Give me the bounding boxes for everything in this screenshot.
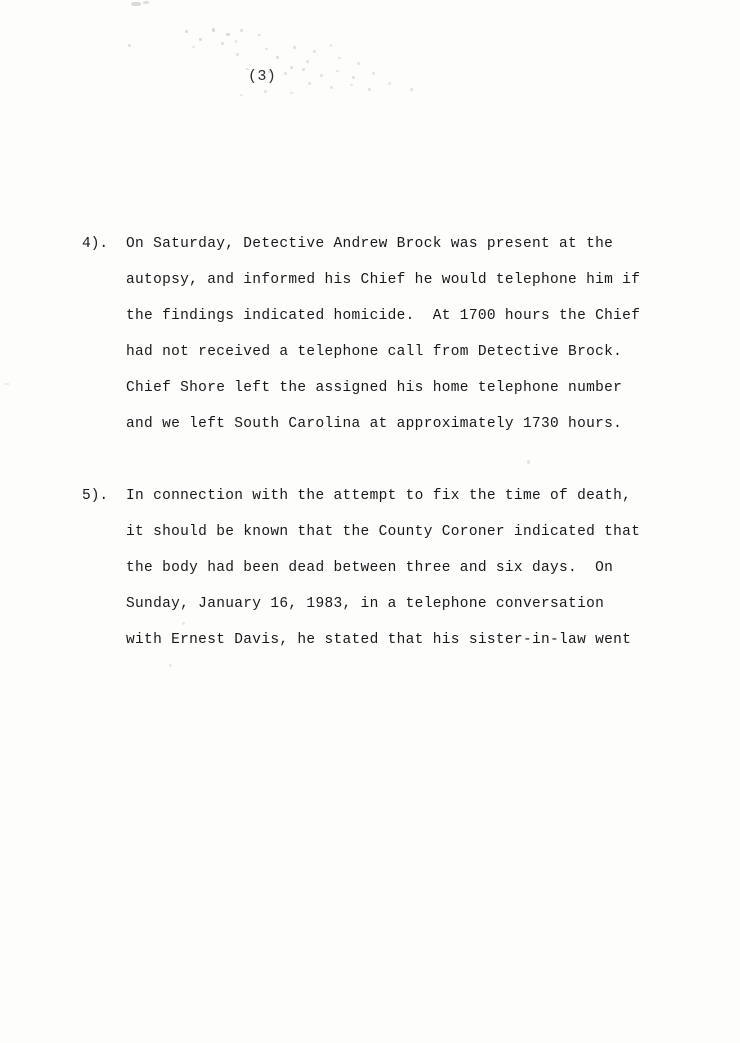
- numbered-item-4: [82, 226, 682, 442]
- scan-artifact-mark: [4, 383, 10, 385]
- text-line: In connection with the attempt to fix the time of death,: [126, 488, 632, 504]
- text-line: autopsy, and informed his Chief he would telephone him if: [126, 272, 641, 288]
- text-line: it should be known that the County Coroner indicated that: [126, 524, 641, 540]
- text-line: and we left South Carolina at approximately 1730 hours.: [126, 416, 623, 432]
- item-marker-4: 4).: [82, 236, 109, 252]
- numbered-item-5: [82, 478, 682, 658]
- scan-speckle-noise: [0, 0, 740, 140]
- text-line: the findings indicated homicide. At 1700 hours the Chief: [126, 308, 641, 324]
- text-line: On Saturday, Detective Andrew Brock was present at the: [126, 236, 614, 252]
- text-line: the body had been dead between three and six days. On: [126, 560, 614, 576]
- text-line: Sunday, January 16, 1983, in a telephone conversation: [126, 596, 605, 612]
- text-line: with Ernest Davis, he stated that his sister-in-law went: [126, 632, 632, 648]
- scan-artifact-mark: [169, 664, 172, 667]
- item-marker-5: 5).: [82, 488, 109, 504]
- paragraph-lines: [126, 226, 682, 442]
- text-line: had not received a telephone call from Detective Brock.: [126, 344, 623, 360]
- page-number: (3): [248, 68, 277, 85]
- text-line: Chief Shore left the assigned his home telephone number: [126, 380, 623, 396]
- paragraph-lines: [126, 478, 682, 658]
- document-body: [82, 138, 682, 658]
